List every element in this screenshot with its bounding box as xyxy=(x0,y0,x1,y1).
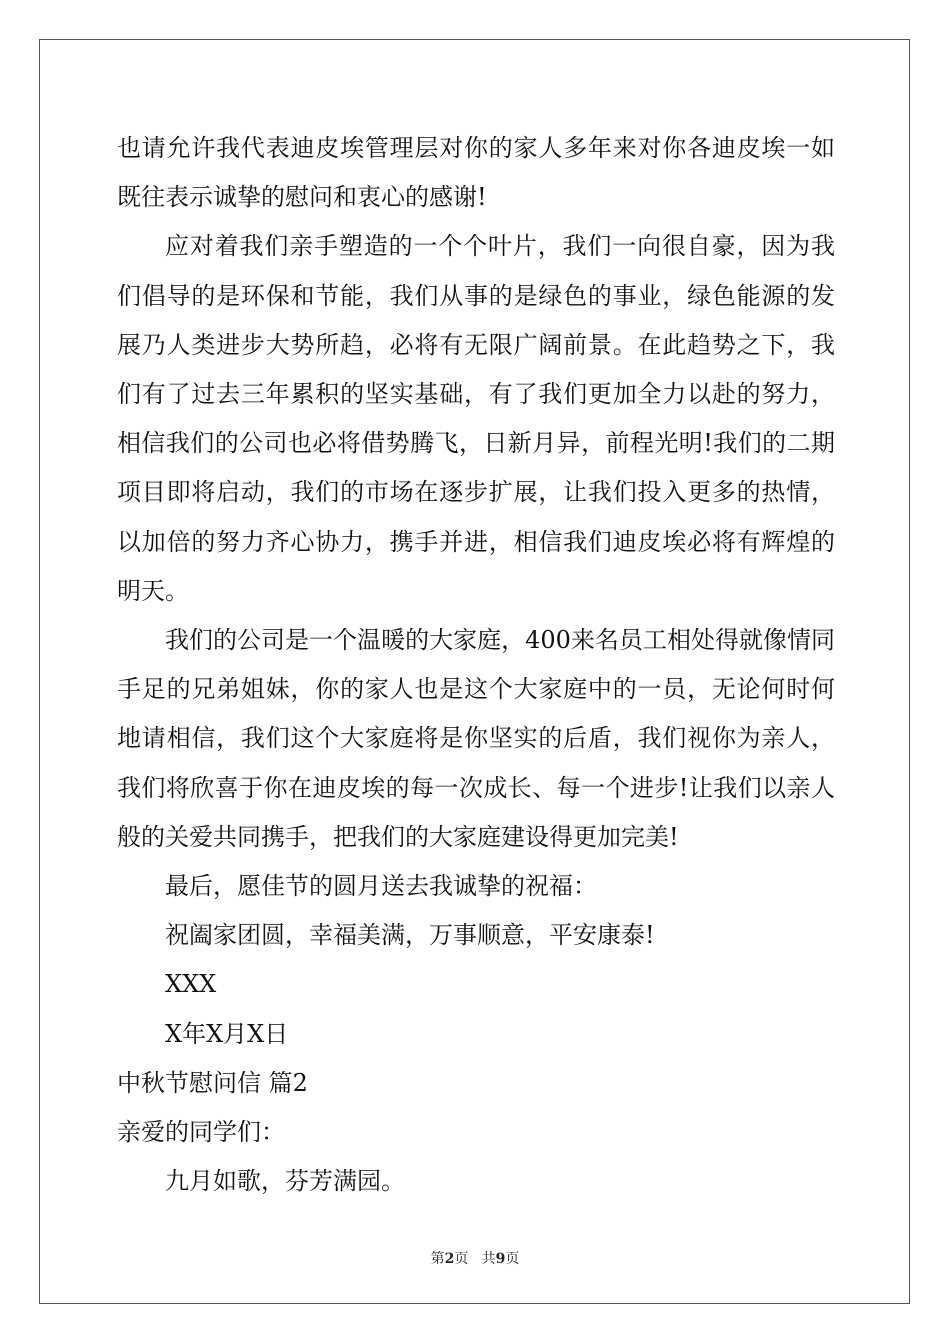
page-label-suffix: 页 xyxy=(454,1251,469,1267)
document-body xyxy=(117,124,835,1206)
section-heading: 中秋节慰问信 篇2 xyxy=(117,1068,308,1097)
total-pages: 9 xyxy=(495,1251,506,1267)
paragraph-2: 应对着我们亲手塑造的一个个叶片，我们一向很自豪，因为我们倡导的是环保和节能，我们从事的是绿色的事业，绿色能源的发展乃人类进步大势所趋，必将有无限广阔前景。在此趋势之下，我们有了过去三年累积的坚实基础，有了我们更加全力以赴的努力，相信我们的公司也必将借势腾飞，日新月异，前程光明!我们的二期项目即将启动，我们的市场在逐步扩展，让我们投入更多的热情，以加倍的努力齐心协力，携手并进，相信我们迪皮埃必将有辉煌的明天。 xyxy=(117,232,835,605)
paragraph-1: 也请允许我代表迪皮埃管理层对你的家人多年来对你各迪皮埃一如既往表示诚挚的慰问和衷心的感谢! xyxy=(117,134,835,212)
paragraph-3: 我们的公司是一个温暖的大家庭，400来名员工相处得就像情同手足的兄弟姐妹，你的家人也是这个大家庭中的一员，无论何时何地请相信，我们这个大家庭将是你坚实的后盾，我们视你为亲人，我们将欣喜于你在迪皮埃的每一次成长、每一个进步!让我们以亲人般的关爱共同携手，把我们的大家庭建设得更加完美! xyxy=(117,626,835,851)
opening-line: 九月如歌，芬芳满园。 xyxy=(165,1167,405,1196)
date-line: X年X月X日 xyxy=(165,1019,289,1048)
paragraph-closing: 最后，愿佳节的圆月送去我诚挚的祝福： xyxy=(165,872,597,901)
page-footer xyxy=(0,1248,950,1268)
page-number: 2 xyxy=(444,1251,455,1267)
total-label-suffix: 页 xyxy=(505,1251,520,1267)
paragraph-blessing: 祝阖家团圆，幸福美满，万事顺意，平安康泰! xyxy=(165,921,655,950)
signature: XXX xyxy=(165,970,217,999)
total-label-prefix: 共 xyxy=(481,1251,496,1267)
salutation: 亲爱的同学们： xyxy=(117,1118,285,1147)
page-label-prefix: 第 xyxy=(430,1251,445,1267)
